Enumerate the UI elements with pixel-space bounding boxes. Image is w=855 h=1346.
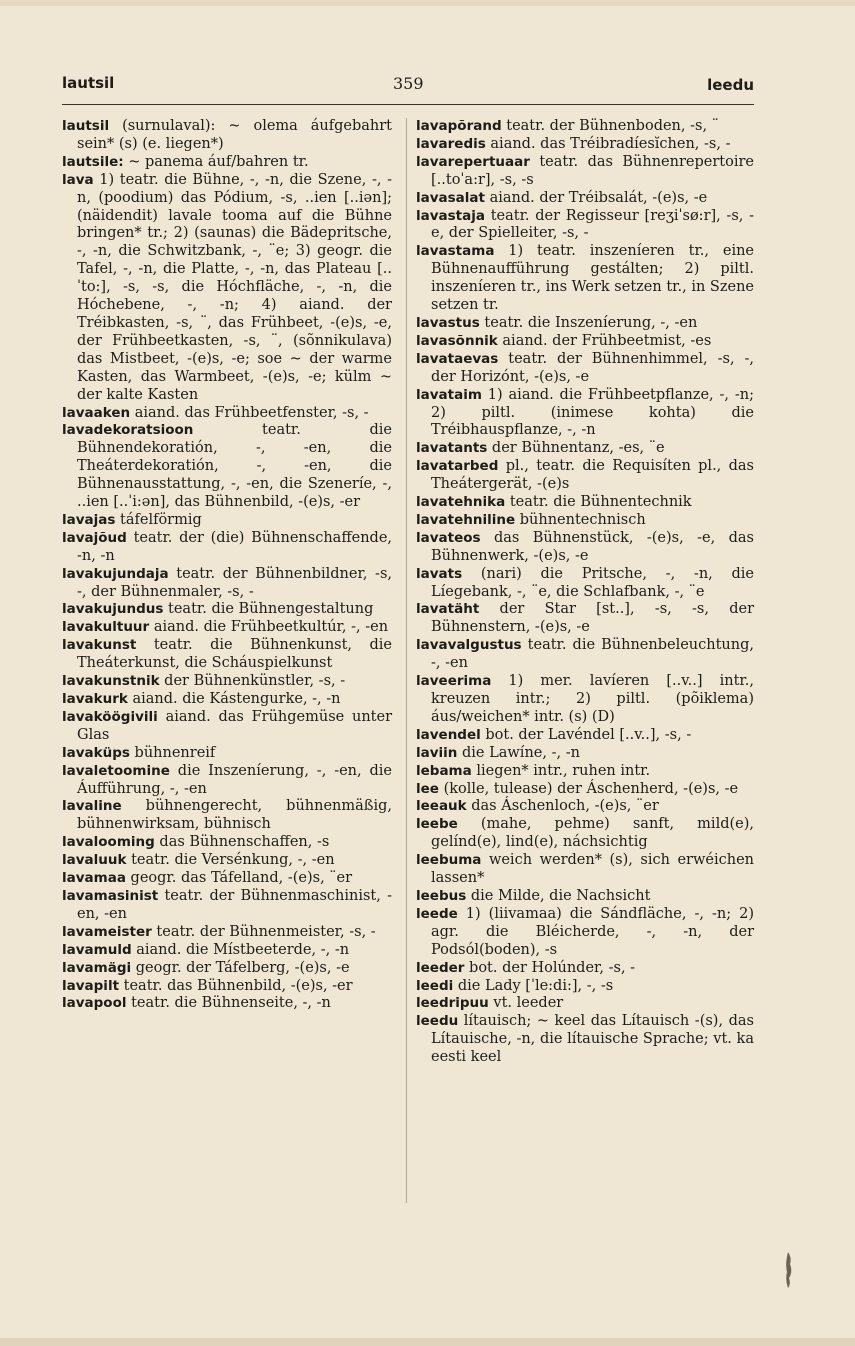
entry-definition: 1) teatr. inszeníeren tr., eine Bühnenaufführung gestálten; 2) piltl. inszeníeren tr., ins Werk setzen tr., in Szene setzen tr. xyxy=(431,243,754,314)
dictionary-entry xyxy=(416,136,754,154)
entry-definition: teatr. der Regisseur [reʒiˈsø:r], -s, -e, der Spielleiter, -s, - xyxy=(431,207,755,242)
dictionary-entry xyxy=(416,530,754,566)
entry-definition: weich werden* (s), sich erwéichen lassen* xyxy=(431,852,755,887)
entry-definition: aiand. der Frühbeetmist, -es xyxy=(502,332,712,349)
left-guide-word: lautsil xyxy=(62,74,115,92)
dictionary-entry xyxy=(416,208,754,244)
entry-definition: teatr. die Bühnenseite, -, -n xyxy=(131,995,331,1012)
entry-definition: teatr. der (die) Bühnenschaffende, -n, -n xyxy=(77,529,393,564)
entry-definition: teatr. das Bühnenrepertoire [..toˈa:r], -s, -s xyxy=(431,153,754,188)
entry-headword: lavateos xyxy=(416,529,481,546)
entry-definition: 1) aiand. die Frühbeetpflanze, -, -n; 2) piltl. (inimese kohta) die Tréibhauspflanze, -, -n xyxy=(431,386,754,439)
entry-headword: lavavalgustus xyxy=(416,637,522,654)
right-column xyxy=(416,118,754,1067)
entry-headword: lavajas xyxy=(62,511,116,528)
entry-headword: lavaküps xyxy=(62,744,130,761)
entry-headword: lavaköögivili xyxy=(62,708,158,725)
entry-headword: lavataevas xyxy=(416,350,499,367)
entry-headword: lavats xyxy=(416,565,463,582)
dictionary-entry xyxy=(62,834,392,852)
left-column xyxy=(62,118,392,1013)
entry-headword: lavakurk xyxy=(62,691,128,707)
entry-definition: bühnentechnisch xyxy=(519,511,646,528)
entry-definition: die Milde, die Nachsicht xyxy=(470,887,651,904)
dictionary-entry xyxy=(416,351,754,387)
entry-headword: lavatehnika xyxy=(416,494,506,511)
entry-definition: teatr. die Versénkung, -, -en xyxy=(131,852,335,869)
entry-definition: das Bühnenschaffen, -s xyxy=(159,834,330,851)
entry-definition: teatr. der Bühnenmeister, -s, - xyxy=(156,923,376,940)
dictionary-entry xyxy=(416,781,754,799)
entry-definition: teatr. die Inszeníerung, -, -en xyxy=(484,314,698,331)
entry-definition: der Star [st..], -s, -s, der Bühnenstern, -(e)s, -e xyxy=(431,601,755,636)
entry-definition: teatr. die Bühnenkunst, die Theáterkunst, die Scháuspielkunst xyxy=(77,637,393,672)
entry-headword: lavatants xyxy=(416,440,488,457)
entry-headword: lavatäht xyxy=(416,601,480,618)
entry-headword: lavalooming xyxy=(62,834,155,851)
entry-headword: lavatehniline xyxy=(416,511,516,528)
entry-definition: bot. der Holúnder, -s, - xyxy=(469,959,636,976)
entry-headword: leebe xyxy=(416,816,458,833)
entry-headword: lavadekoratsioon xyxy=(62,422,194,439)
entry-definition: geogr. das Táfelland, -(e)s, ¨er xyxy=(130,870,353,887)
entry-definition: (mahe, pehme) sanft, mild(e), gelínd(e), lind(e), náchsichtig xyxy=(431,816,754,851)
dictionary-entry xyxy=(416,745,754,763)
entry-headword: lavakunstnik xyxy=(62,673,160,690)
entry-definition: teatr. die Bühnendekoratión, -, -en, die Theáterdekoratión, -, -en, die Bühnenausstattung, -, -en, die Szeneríe, -, ..ien [..ˈi:ən], das Bühnenbild, -(e)s, -er xyxy=(77,422,393,511)
entry-definition: 1) (liivamaa) die Sándfläche, -, -n; 2) agr. die Bléicherde, -, -n, der Podsól(boden), -s xyxy=(431,905,754,958)
dictionary-entry xyxy=(62,154,392,172)
entry-headword: lavajõud xyxy=(62,529,127,546)
dictionary-entry xyxy=(62,852,392,870)
dictionary-entry xyxy=(416,315,754,333)
entry-headword: lavarepertuaar xyxy=(416,153,530,170)
entry-headword: lava xyxy=(62,171,94,188)
dictionary-entry xyxy=(416,243,754,315)
entry-definition: der Bühnenkünstler, -s, - xyxy=(164,673,346,690)
entry-headword: leedi xyxy=(416,977,454,994)
header-rule xyxy=(62,104,754,105)
entry-definition: die Inszeníerung, -, -en, die Áufführung, -, -en xyxy=(77,762,392,797)
entry-headword: leebus xyxy=(416,887,467,904)
dictionary-entry xyxy=(416,906,754,960)
entry-definition: aiand. das Tréibradíesĭchen, -s, - xyxy=(490,135,731,152)
dictionary-entry xyxy=(416,852,754,888)
dictionary-entry xyxy=(62,601,392,619)
dictionary-entry xyxy=(62,942,392,960)
dictionary-entry xyxy=(62,709,392,745)
entry-headword: lavamaa xyxy=(62,870,126,887)
entry-definition: geogr. der Táfelberg, -(e)s, -e xyxy=(135,959,350,976)
entry-definition: aiand. die Kástengurke, -, -n xyxy=(132,691,341,707)
entry-headword: lavakujundus xyxy=(62,601,164,618)
dictionary-entry xyxy=(416,190,754,208)
dictionary-entry xyxy=(62,673,392,691)
dictionary-entry xyxy=(416,387,754,441)
entry-definition: aiand. das Frühbeetfenster, -s, - xyxy=(134,404,369,421)
entry-headword: lavaline xyxy=(62,798,122,815)
entry-definition: teatr. das Bühnenbild, -(e)s, -er xyxy=(123,977,353,994)
entry-headword: lavaredis xyxy=(416,135,486,152)
entry-definition: teatr. der Bühnenhimmel, -s, -, der Horizónt, -(e)s, -e xyxy=(431,350,755,385)
column-divider xyxy=(406,118,407,1203)
entry-definition: aiand. das Frühgemüse unter Glas xyxy=(77,708,393,743)
dictionary-entry xyxy=(62,118,392,154)
entry-headword: lavastaja xyxy=(416,207,485,224)
entry-definition: teatr. der Bühnenbildner, -s, -, der Bühnenmaler, -s, - xyxy=(77,565,393,600)
entry-headword: lee xyxy=(416,780,439,797)
dictionary-entry xyxy=(62,422,392,512)
page-bottom-edge xyxy=(0,1338,855,1346)
entry-headword: leedripuu xyxy=(416,995,489,1012)
dictionary-entry xyxy=(62,888,392,924)
entry-definition: das Áschenloch, -(e)s, ¨er xyxy=(471,798,659,815)
entry-headword: lautsile: xyxy=(62,153,124,170)
dictionary-entry xyxy=(62,691,392,709)
dictionary-entry xyxy=(62,530,392,566)
dictionary-entry xyxy=(416,601,754,637)
entry-headword: lavapool xyxy=(62,995,127,1012)
entry-headword: lavendel xyxy=(416,726,481,743)
entry-headword: lavataim xyxy=(416,386,482,403)
entry-definition: vt. leeder xyxy=(493,995,564,1012)
entry-definition: 1) mer. lavíeren [..v..] intr., kreuzen intr.; 2) piltl. (põiklema) áus/weichen* intr. (s) (D) xyxy=(431,673,754,725)
entry-headword: lavamägi xyxy=(62,959,132,976)
entry-definition: lítauisch; ~ keel das Lítauisch -(s), das Lítauische, -n, die lítauische Sprache; vt. ka eesti keel xyxy=(431,1013,754,1066)
dictionary-entry xyxy=(416,333,754,351)
entry-headword: lavaaken xyxy=(62,404,131,421)
entry-definition: (kolle, tulease) der Áschenherd, -(e)s, -e xyxy=(443,780,739,797)
page-number: 359 xyxy=(393,74,424,93)
entry-headword: lavasõnnik xyxy=(416,332,498,349)
entry-definition: teatr. die Bühnenbeleuchtung, -, -en xyxy=(431,637,754,672)
entry-definition: die Lawíne, -, -n xyxy=(462,744,580,761)
dictionary-entry xyxy=(62,960,392,978)
entry-definition: ~ panema áuf/bahren tr. xyxy=(128,153,309,170)
entry-headword: leedu xyxy=(416,1013,459,1030)
dictionary-entry xyxy=(416,816,754,852)
entry-headword: lavatarbed xyxy=(416,458,499,475)
dictionary-entry xyxy=(416,154,754,190)
entry-headword: lavastus xyxy=(416,314,480,331)
entry-definition: (surnulaval): ~ olema áufgebahrt sein* (s) (e. liegen*) xyxy=(77,118,393,152)
entry-headword: lavameister xyxy=(62,923,152,940)
entry-headword: lautsil xyxy=(62,118,110,134)
entry-headword: lavapõrand xyxy=(416,118,502,134)
dictionary-entry xyxy=(62,566,392,602)
dictionary-entry xyxy=(62,172,392,405)
dictionary-entry xyxy=(62,924,392,942)
dictionary-entry xyxy=(62,512,392,530)
ink-blot-mark xyxy=(784,1250,794,1290)
entry-definition: teatr. der Bühnenmaschinist, -en, -en xyxy=(77,887,392,922)
dictionary-entry xyxy=(416,727,754,745)
dictionary-entry xyxy=(416,440,754,458)
entry-definition: liegen* intr., ruhen intr. xyxy=(476,762,651,779)
entry-definition: táfelförmig xyxy=(120,511,202,528)
entry-headword: lebama xyxy=(416,762,472,779)
entry-headword: lavakultuur xyxy=(62,619,150,636)
entry-headword: lavaletoomine xyxy=(62,762,170,779)
entry-definition: das Bühnenstück, -(e)s, -e, das Bühnenwerk, -(e)s, -e xyxy=(431,529,754,564)
dictionary-entry xyxy=(416,798,754,816)
dictionary-entry xyxy=(416,637,754,673)
entry-definition: die Lady [ˈle:di:], -, -s xyxy=(457,977,614,994)
dictionary-entry xyxy=(62,405,392,423)
entry-headword: laviin xyxy=(416,744,458,761)
entry-definition: aiand. der Tréibsalát, -(e)s, -e xyxy=(489,189,708,206)
entry-definition: (nari) die Pritsche, -, -n, die Líegebank, -, ¨e, die Schlafbank, -, ¨e xyxy=(431,565,754,600)
dictionary-entry xyxy=(62,978,392,996)
entry-definition: bühnenreif xyxy=(134,744,216,761)
entry-headword: lavastama xyxy=(416,243,495,260)
entry-headword: lavasalat xyxy=(416,189,485,206)
dictionary-entry xyxy=(416,960,754,978)
entry-headword: laveerima xyxy=(416,673,492,690)
entry-headword: leede xyxy=(416,905,458,922)
entry-headword: lavakujundaja xyxy=(62,565,169,582)
entry-headword: lavamasinist xyxy=(62,887,159,904)
entry-definition: aiand. die Frühbeetkultúr, -, -en xyxy=(153,619,389,636)
dictionary-entry xyxy=(416,512,754,530)
dictionary-entry xyxy=(416,494,754,512)
dictionary-entry xyxy=(416,458,754,494)
dictionary-entry xyxy=(416,673,754,727)
dictionary-entry xyxy=(416,978,754,996)
dictionary-entry xyxy=(416,1013,754,1067)
dictionary-entry xyxy=(416,566,754,602)
entry-definition: 1) teatr. die Bühne, -, -n, die Szene, -, -n, (poodium) das Pódium, -s, ..ien [..iən]; (näidendit) lavale tooma auf die Bühne bringen* tr.; 2) (saunas) die Bädepritsche, -, -n, die Schwitzbank, -, ¨e; 3) geogr. die Tafel, -, -n, die Platte, -, -n, das Plateau [..ˈto:], -s, -s, die Hóchfläche, -, -n, die Hóchebene, -, -n; 4) aiand. der Tréibkasten, -s, ¨, das Frühbeet, -(e)s, -e, der Frühbeetkasten, -s, ¨, (sõnnikulava) das Mistbeet, -(e)s, -e; soe ~ der warme Kasten, das Warmbeet, -(e)s, -e; külm ~ der kalte Kasten xyxy=(77,171,392,403)
dictionary-entry xyxy=(62,619,392,637)
dictionary-entry xyxy=(62,745,392,763)
entry-headword: leebuma xyxy=(416,852,482,869)
entry-definition: teatr. die Bühnentechnik xyxy=(509,494,692,511)
entry-headword: lavapilt xyxy=(62,977,120,994)
entry-headword: lavamuld xyxy=(62,941,132,958)
dictionary-entry xyxy=(62,763,392,799)
entry-definition: aiand. die Místbeeterde, -, -n xyxy=(136,941,350,958)
running-header xyxy=(62,74,754,100)
dictionary-entry xyxy=(416,995,754,1013)
entry-definition: bot. der Lavéndel [..v..], -s, - xyxy=(485,726,692,743)
dictionary-entry xyxy=(416,888,754,906)
entry-definition: pl., teatr. die Requisíten pl., das Theátergerät, -(e)s xyxy=(431,458,755,493)
entry-definition: der Bühnentanz, -es, ¨e xyxy=(491,440,665,457)
page-top-edge xyxy=(0,0,855,6)
right-guide-word: leedu xyxy=(707,76,754,94)
entry-headword: lavaluuk xyxy=(62,852,127,869)
dictionary-entry xyxy=(416,118,754,136)
dictionary-entry xyxy=(416,763,754,781)
dictionary-entry xyxy=(62,637,392,673)
dictionary-entry xyxy=(62,995,392,1013)
dictionary-entry xyxy=(62,870,392,888)
entry-headword: lavakunst xyxy=(62,637,137,654)
entry-definition: bühnengerecht, bühnenmäßig, bühnenwirksam, bühnisch xyxy=(77,798,392,833)
dictionary-entry xyxy=(62,798,392,834)
entry-definition: teatr. der Bühnenboden, -s, ¨ xyxy=(506,118,719,134)
entry-headword: leeder xyxy=(416,959,465,976)
entry-definition: teatr. die Bühnengestaltung xyxy=(168,601,374,618)
entry-headword: leeauk xyxy=(416,798,467,815)
